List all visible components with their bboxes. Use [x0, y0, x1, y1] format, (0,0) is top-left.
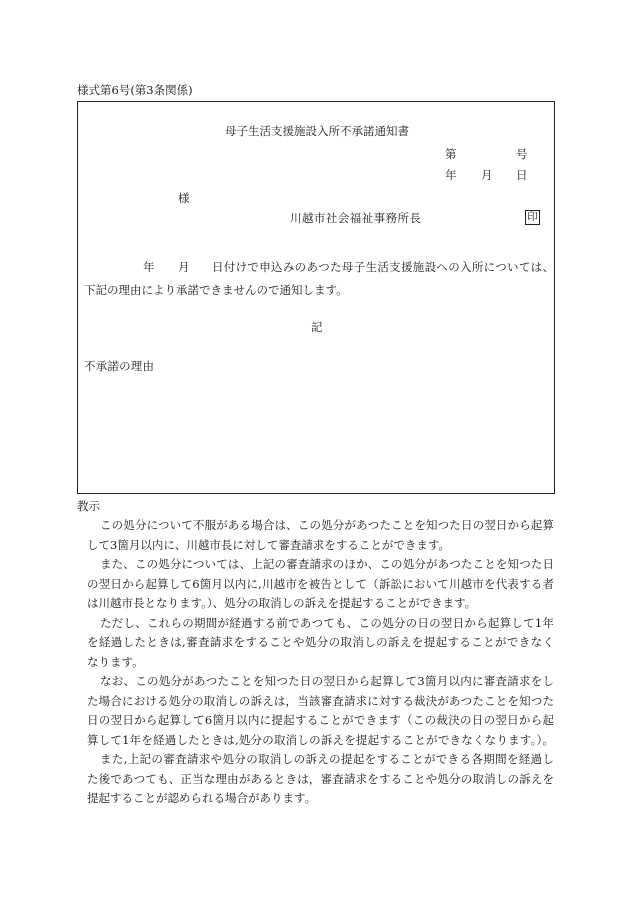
addressee-suffix: 様	[178, 191, 190, 205]
instruction-line: た場合における処分の取消しの訴えは，当該審査請求に対する裁決があつたことを知つた	[87, 693, 554, 708]
instruction-line: 提起することが認められる場合があります。	[87, 791, 317, 805]
instruction-body	[87, 516, 554, 809]
instruction-line: は川越市長となります。）、処分の取消しの訴えを提起することができます。	[87, 596, 477, 610]
ki-heading: 記	[311, 320, 323, 334]
issuer-name: 川越市社会福祉事務所長	[290, 211, 421, 225]
date-year: 年	[445, 168, 457, 182]
date-day: 日	[516, 168, 528, 182]
notice-title: 母子生活支援施設入所不承諾通知書	[225, 124, 409, 138]
instruction-heading: 教示	[77, 499, 100, 513]
body-line-2: 下記の理由により承諾できませんので通知します。	[84, 283, 348, 297]
date-month: 月	[481, 168, 493, 182]
number-prefix: 第	[445, 147, 457, 161]
reason-label: 不承諾の理由	[84, 359, 154, 373]
instruction-line: た後であつても、正当な理由があるときは，審査請求をすることや処分の取消しの訴えを	[87, 771, 554, 786]
instruction-line: この処分について不服がある場合は、この処分があつたことを知つた日の翌日から起算	[100, 518, 554, 532]
seal-mark: 印	[525, 210, 540, 225]
number-suffix: 号	[516, 147, 528, 161]
instruction-line: また,上記の審査請求や処分の取消しの訴えの提起をすることができる各期間を経過し	[100, 752, 554, 766]
body-line-1: 日付けで申込みのあつた母子生活支援施設への入所については、	[212, 260, 554, 274]
form-label: 様式第6号(第3条関係)	[77, 83, 193, 97]
body-month: 月	[178, 260, 190, 274]
instruction-line: なお、この処分があつたことを知つた日の翌日から起算して3箇月以内に審査請求をし	[100, 674, 554, 688]
instruction-line: 算して1年を経過したときは,処分の取消しの訴えを提起することができなくなります。）。	[87, 732, 554, 747]
instruction-line: ただし、これらの期間が経過する前であつても、この処分の日の翌日から起算して1年	[100, 615, 554, 630]
instruction-line: また、この処分については、上記の審査請求のほか、この処分があつたことを知つた日	[100, 557, 554, 571]
body-year: 年	[143, 260, 155, 274]
instruction-line: 日の翌日から起算して6箇月以内に提起することができます（この裁決の日の翌日から起	[87, 713, 554, 727]
instruction-line: を経過したときは,審査請求をすることや処分の取消しの訴えを提起することができなく	[87, 635, 554, 649]
instruction-line: なります。	[87, 654, 144, 669]
instruction-line: して3箇月以内に、川越市長に対して審査請求をすることができます。	[87, 537, 450, 552]
instruction-line: の翌日から起算して6箇月以内に,川越市を被告として（訴訟において川越市を代表する者	[87, 576, 554, 591]
